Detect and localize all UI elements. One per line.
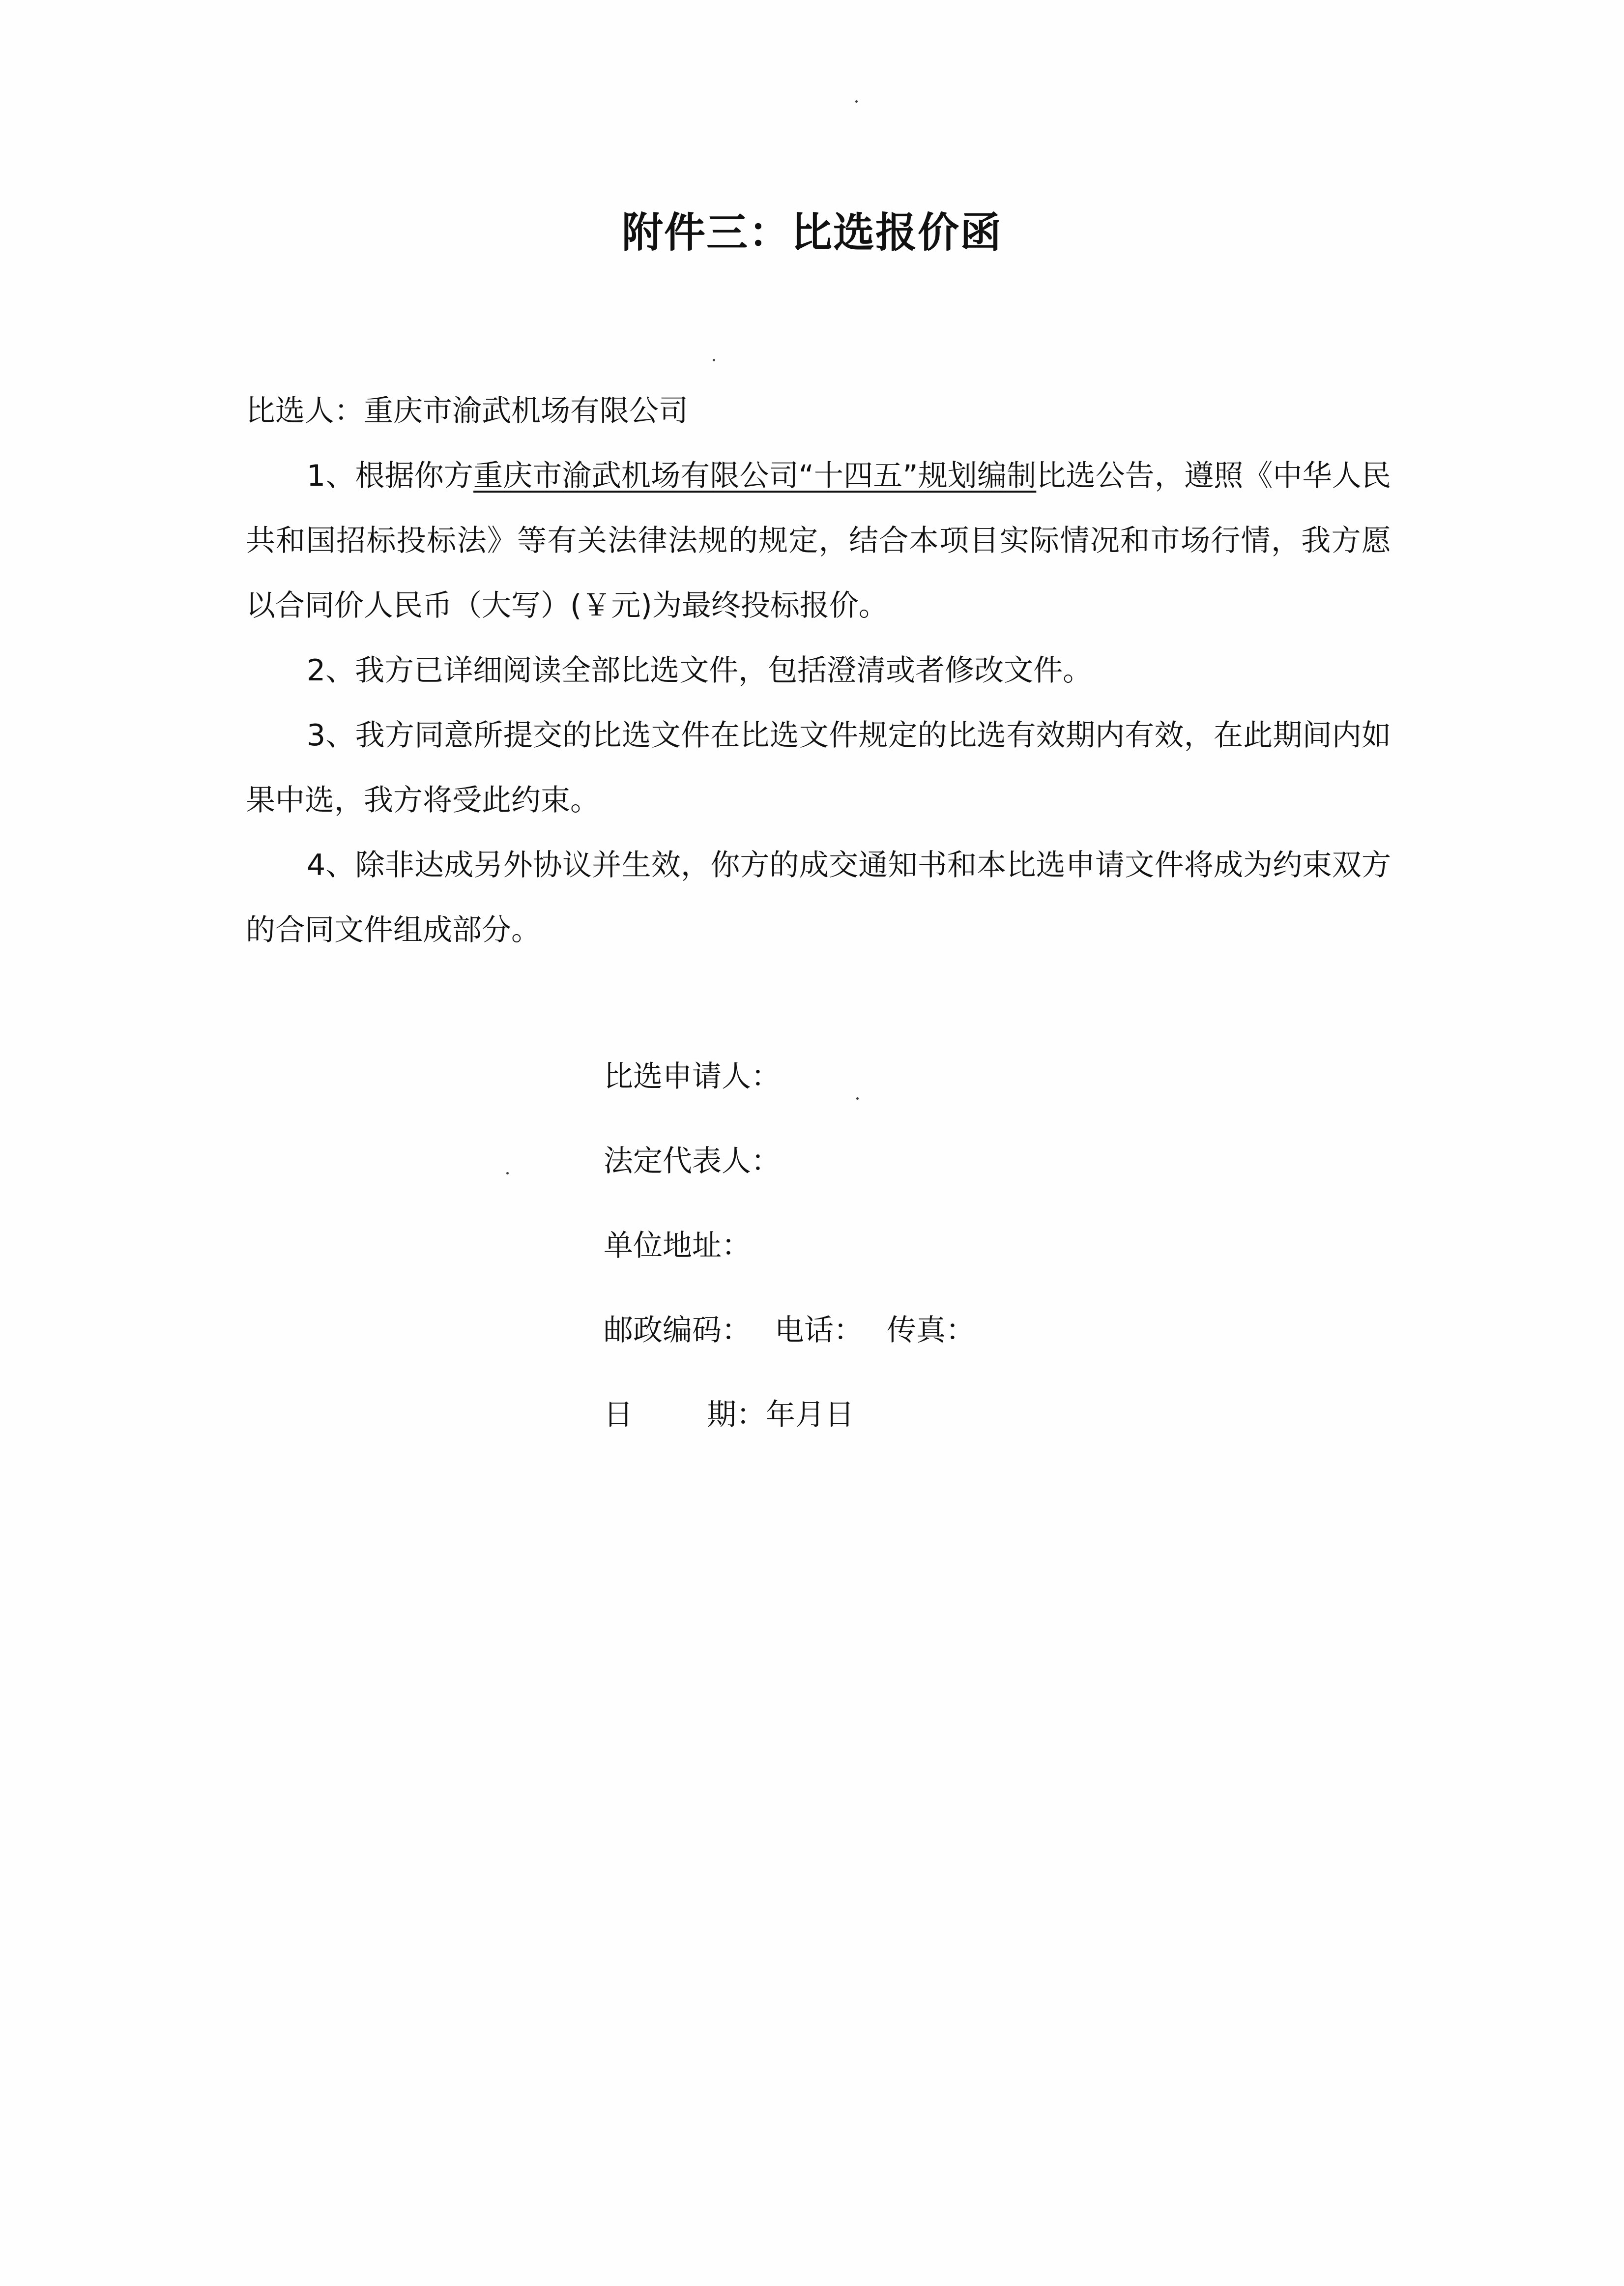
date-label-first: 日 bbox=[604, 1398, 633, 1432]
signature-block bbox=[604, 1034, 975, 1457]
scan-speck bbox=[713, 359, 715, 361]
date-line bbox=[604, 1373, 975, 1457]
date-label-rest: 期：年月日 bbox=[707, 1398, 854, 1432]
project-name-underlined: 重庆市渝武机场有限公司“十四五”规划编制 bbox=[473, 459, 1037, 493]
applicant-label: 比选申请人： bbox=[604, 1059, 781, 1094]
address-label: 单位地址： bbox=[604, 1229, 751, 1263]
phone-label: 电话： bbox=[775, 1313, 863, 1348]
scan-speck bbox=[856, 1097, 859, 1100]
paragraph-4: 4、除非达成另外协议并生效，你方的成交通知书和本比选申请文件将成为约束双方的合同文件组成部分。 bbox=[246, 848, 1391, 947]
postal-code-label: 邮政编码： bbox=[604, 1313, 751, 1348]
document-title: 附件三：比选报价函 bbox=[621, 208, 1002, 257]
addressee-line: 比选人：重庆市渝武机场有限公司 bbox=[246, 394, 688, 428]
scan-speck bbox=[506, 1172, 509, 1174]
fax-label: 传真： bbox=[887, 1313, 975, 1348]
scan-speck bbox=[855, 100, 858, 103]
paragraph-1 bbox=[246, 443, 1391, 638]
legal-representative-label: 法定代表人： bbox=[604, 1144, 781, 1178]
paragraph-3: 3、我方同意所提交的比选文件在比选文件规定的比选有效期内有效，在此期间内如果中选，我方将受此约束。 bbox=[246, 718, 1391, 818]
paragraph-1-suffix: 比选公告，遵照《中华人民共和国招标投标法》等有关法律法规的规定，结合本项目实际情况和市场行情，我方愿以合同价人民币（大写）(￥元)为最终投标报价。 bbox=[246, 459, 1391, 623]
paragraph-1-prefix: 1、根据你方 bbox=[307, 459, 474, 493]
paragraph-2: 2、我方已详细阅读全部比选文件，包括澄清或者修改文件。 bbox=[307, 653, 1093, 688]
letter-body bbox=[246, 443, 1391, 963]
contact-line bbox=[604, 1288, 975, 1373]
